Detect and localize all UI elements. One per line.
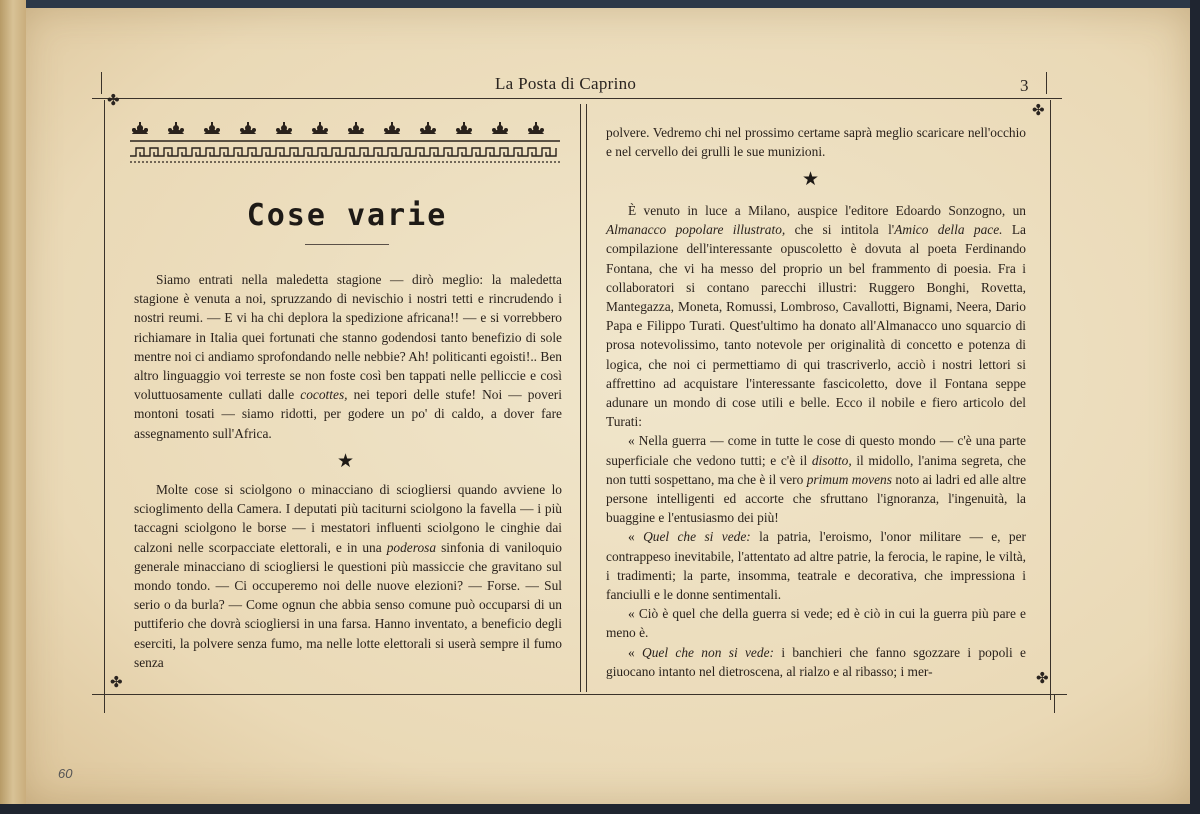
italic-text: Quel che si vede: — [643, 529, 751, 545]
paragraph-text: i banchieri che fanno sgozzare i popoli e giuocano intanto nel dietroscena, al rialzo e al ribasso; i mer- — [606, 644, 1026, 679]
paragraph-text: È venuto in luce a Milano, auspice l'editore Edoardo Sonzogno, un — [628, 203, 1026, 218]
quote-paragraph — [606, 431, 1026, 527]
left-column-text-2 — [134, 480, 562, 672]
left-column-text-1 — [134, 270, 562, 443]
paragraph-text: « Nella guerra — come in tutte le cose di questo mondo — c'è una parte superficiale che vedono tutti; e c'è il — [606, 433, 1026, 468]
margin-pencil-note: 60 — [58, 766, 73, 781]
right-column-text-2 — [606, 201, 1026, 681]
scan-bottom-edge — [0, 804, 1200, 814]
paragraph: polvere. Vedremo chi nel prossimo certame saprà meglio scaricare nell'occhio e nel cervello dei grulli le sue munizioni. — [606, 125, 1026, 160]
header-tick-left — [101, 72, 102, 94]
quote-paragraph: « Quel che non si vede: i banchieri che fanno sgozzare i popoli e giuocano intanto nel dietroscena, al rialzo e al ribasso; i mer- — [606, 644, 1026, 679]
corner-ornament-icon: ✤ — [107, 93, 120, 109]
paragraph-text: che si intitola l' — [794, 222, 895, 238]
paragraph — [134, 270, 562, 443]
running-header-title: La Posta di Caprino — [495, 74, 637, 93]
frame-bottom-line — [92, 694, 1067, 695]
scan-right-edge — [1190, 0, 1200, 814]
star-separator-icon: ★ — [802, 169, 820, 190]
paragraph-text: nei tepori delle stufe! Noi — poveri montoni tosati — siamo ridotti, per godere un po' di caldo, a dover fare assegnamento sull'Africa. — [134, 387, 562, 441]
paragraph-text: La compilazione dell'interessante opuscoletto è dovuta al poeta Ferdinando Fontana, che vi ha messo del proprio un bel frammento di poesia. Fra i collaboratori si contano parecchi illustri: Ruggero Bonghi, Rovetta, Mantegazza, Moneta, Romussi, Lombroso, Cavallotti, Bignami, Neera, Dario Papa e Filippo Turati. Quest'ultimo ha donato all'Almanacco uno squarcio di prosa notevolissimo, tanto notevole per originalità di concetto e potenza di logica, che noi ci permettiamo di qui trascriverlo, acciò i nostri lettori si affrettino ad acquistare l'interessante fascicoletto, dove il Fontana seppe adunare un mondo di cose utili e belle. Ecco il nobile e fiero articolo del Turati: — [606, 222, 1026, 430]
bottom-tick-left — [104, 695, 105, 713]
italic-text: Amico della pace. — [894, 222, 1003, 238]
paragraph-text: Siamo entrati nella maledetta stagione — dirò meglio: la maledetta stagione è venuta a noi, spruzzando di nevischio i nostri tetti e rincrudendo i nostri reumi. — E vi ha chi deplora la spedizione africana!! — e si vorrebbero richiamare in Italia quei fortunati che stanno godendosi tanto benefizio di sole mentre noi ci andiamo sprofondando nelle nebbie? Ah! politicanti egoisti!.. Ben altro linguaggio voi terreste se non foste così ben tappati nelle pelliccie e così voluttuosamente cullati dalle — [134, 272, 562, 403]
italic-text: disotto, — [811, 452, 852, 468]
right-column-text-1 — [606, 123, 1026, 161]
decorative-border-icon — [130, 118, 560, 168]
header-rule — [92, 98, 1062, 99]
corner-ornament-icon: ✤ — [1036, 671, 1049, 687]
corner-ornament-icon: ✤ — [1032, 103, 1045, 119]
paragraph-text: sinfonia di vaniloquio generale minacciano di sciogliersi le questioni più massiccie che gravitano sul mondo tondo. — Ci occuperemo noi delle nuove elezioni? — Forse. — Sul serio o da burla? — Come ognun che abbia senso comune può occuparsi di un puttiferio che dovrà sciogliersi in una farsa. Hanno inventato, a beneficio degli eserciti, la polvere senza fumo, ma nelle lotte elettorali si userà sempre il fumo senza — [134, 539, 562, 670]
quote-paragraph: « Ciò è quel che della guerra si vede; ed è ciò in cui la guerra più pare e meno è. — [606, 606, 1026, 641]
book-spine — [0, 0, 26, 814]
corner-ornament-icon: ✤ — [110, 675, 123, 691]
italic-text: Quel che non si vede: — [642, 644, 774, 660]
frame-left-line — [104, 100, 105, 700]
italic-text: Almanacco popolare illustrato, — [606, 222, 786, 238]
scan-top-edge — [0, 0, 1200, 8]
paragraph-text: il midollo, l'anima segreta, che non tutti sospettano, ma che è il vero — [606, 452, 1026, 487]
star-separator-icon: ★ — [337, 451, 355, 472]
header-tick-right — [1046, 72, 1047, 94]
paragraph-text: noto ai ladri ed alle altre persone intelligenti ed accorte che sfruttano l'ignoranza, l'ingenuità, la buaggine e l'entusiasmo dei più! — [606, 471, 1027, 526]
bottom-tick-right — [1054, 695, 1055, 713]
title-underline — [305, 244, 389, 245]
italic-text: poderosa — [386, 539, 437, 555]
page-number: 3 — [1020, 76, 1029, 95]
quote-paragraph: « Quel che si vede: la patria, l'eroismo, l'onor militare — e, per contrappeso inevitabile, l'attentato ad altre patrie, la ferocia, le rapine, le viltà, i tradimenti; la parte, insomma, teatrale e decorativa, che impressiona i fanciulli e le donne sentimentali. — [606, 529, 1026, 603]
column-divider-b — [586, 104, 587, 692]
italic-text: primum movens — [806, 471, 892, 487]
frame-right-line — [1050, 100, 1051, 700]
paragraph-text: Molte cose si sciolgono o minacciano di sciogliersi quando avviene lo scioglimento della Camera. I deputati più taciturni sciolgono la favella — i più taccagni sciolgono le borse — i mestatori influenti sciolgono le cinghie dai calzoni nelle scorpacciate elettorali, e in una — [134, 482, 562, 555]
paragraph-text: la patria, l'eroismo, l'onor militare — e, per contrappeso inevitabile, l'attentato ad altre patrie, la ferocia, le rapine, le viltà, i tradimenti; la parte, insomma, teatrale e decorativa, che impressiona i fanciulli e le donne sentimentali. — [606, 529, 1026, 603]
section-title: Cose varie — [246, 198, 448, 233]
italic-text: cocottes, — [300, 387, 348, 403]
paragraph — [606, 201, 1026, 431]
column-divider-a — [580, 104, 581, 692]
paragraph — [134, 480, 562, 672]
